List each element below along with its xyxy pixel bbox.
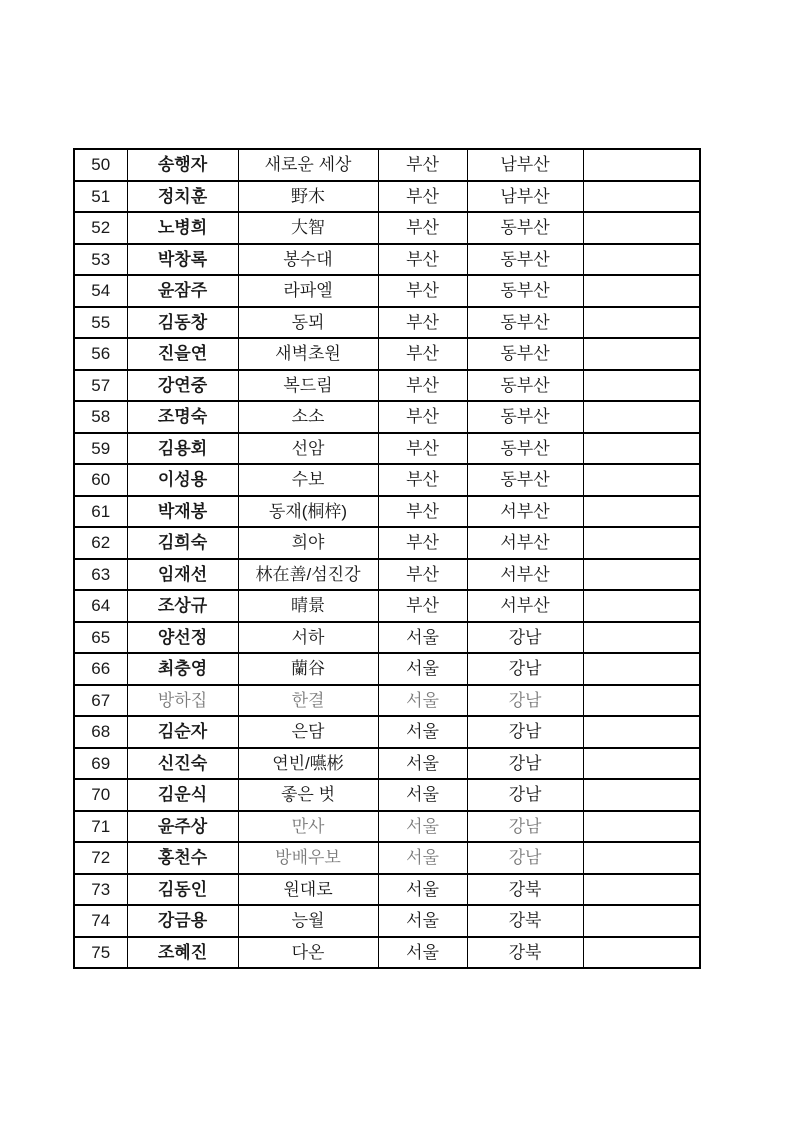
member-number-cell: 55 xyxy=(74,307,127,339)
member-note-cell xyxy=(583,433,700,465)
member-penname-cell: 새로운 세상 xyxy=(238,149,378,181)
member-number-cell: 61 xyxy=(74,496,127,528)
member-number-cell: 50 xyxy=(74,149,127,181)
member-number-cell: 65 xyxy=(74,622,127,654)
member-city-cell: 부산 xyxy=(378,559,467,591)
member-roster-table xyxy=(73,148,701,969)
member-number-cell: 64 xyxy=(74,590,127,622)
member-number-cell: 54 xyxy=(74,275,127,307)
table-row xyxy=(74,212,700,244)
table-row xyxy=(74,307,700,339)
member-city-cell: 부산 xyxy=(378,307,467,339)
member-city-cell: 서울 xyxy=(378,811,467,843)
table-row xyxy=(74,527,700,559)
table-row xyxy=(74,716,700,748)
member-district-cell: 서부산 xyxy=(467,590,583,622)
member-number-cell: 56 xyxy=(74,338,127,370)
member-district-cell: 동부산 xyxy=(467,370,583,402)
member-district-cell: 강남 xyxy=(467,622,583,654)
member-penname-cell: 만사 xyxy=(238,811,378,843)
member-note-cell xyxy=(583,653,700,685)
table-row xyxy=(74,779,700,811)
table-row xyxy=(74,590,700,622)
member-district-cell: 강북 xyxy=(467,874,583,906)
member-city-cell: 부산 xyxy=(378,181,467,213)
member-name-cell: 이성용 xyxy=(127,464,238,496)
member-penname-cell: 선암 xyxy=(238,433,378,465)
member-number-cell: 73 xyxy=(74,874,127,906)
member-roster-body xyxy=(74,149,700,968)
member-city-cell: 부산 xyxy=(378,433,467,465)
table-row xyxy=(74,622,700,654)
member-penname-cell: 복드림 xyxy=(238,370,378,402)
member-number-cell: 59 xyxy=(74,433,127,465)
member-number-cell: 63 xyxy=(74,559,127,591)
table-row xyxy=(74,685,700,717)
member-city-cell: 부산 xyxy=(378,590,467,622)
member-city-cell: 부산 xyxy=(378,244,467,276)
member-note-cell xyxy=(583,244,700,276)
member-number-cell: 75 xyxy=(74,937,127,969)
member-district-cell: 강남 xyxy=(467,811,583,843)
table-row xyxy=(74,149,700,181)
member-note-cell xyxy=(583,559,700,591)
member-city-cell: 부산 xyxy=(378,496,467,528)
member-city-cell: 서울 xyxy=(378,653,467,685)
table-row xyxy=(74,653,700,685)
table-row xyxy=(74,559,700,591)
member-name-cell: 김운식 xyxy=(127,779,238,811)
member-name-cell: 방하집 xyxy=(127,685,238,717)
member-district-cell: 강남 xyxy=(467,716,583,748)
table-row xyxy=(74,244,700,276)
member-note-cell xyxy=(583,401,700,433)
member-name-cell: 윤주상 xyxy=(127,811,238,843)
table-row xyxy=(74,811,700,843)
table-row xyxy=(74,338,700,370)
member-note-cell xyxy=(583,149,700,181)
member-note-cell xyxy=(583,937,700,969)
member-name-cell: 임재선 xyxy=(127,559,238,591)
member-penname-cell: 능월 xyxy=(238,905,378,937)
table-row xyxy=(74,275,700,307)
member-note-cell xyxy=(583,779,700,811)
member-note-cell xyxy=(583,370,700,402)
member-number-cell: 60 xyxy=(74,464,127,496)
member-penname-cell: 방배우보 xyxy=(238,842,378,874)
member-name-cell: 조명숙 xyxy=(127,401,238,433)
member-penname-cell: 원대로 xyxy=(238,874,378,906)
member-city-cell: 부산 xyxy=(378,464,467,496)
member-penname-cell: 野木 xyxy=(238,181,378,213)
member-name-cell: 윤잠주 xyxy=(127,275,238,307)
member-note-cell xyxy=(583,275,700,307)
member-district-cell: 남부산 xyxy=(467,181,583,213)
member-name-cell: 송행자 xyxy=(127,149,238,181)
member-name-cell: 김희숙 xyxy=(127,527,238,559)
member-note-cell xyxy=(583,527,700,559)
member-name-cell: 홍천수 xyxy=(127,842,238,874)
member-penname-cell: 동재(桐梓) xyxy=(238,496,378,528)
member-city-cell: 서울 xyxy=(378,937,467,969)
member-note-cell xyxy=(583,622,700,654)
member-name-cell: 박창록 xyxy=(127,244,238,276)
member-number-cell: 70 xyxy=(74,779,127,811)
member-penname-cell: 晴景 xyxy=(238,590,378,622)
member-penname-cell: 蘭谷 xyxy=(238,653,378,685)
member-name-cell: 조상규 xyxy=(127,590,238,622)
table-row xyxy=(74,181,700,213)
member-penname-cell: 봉수대 xyxy=(238,244,378,276)
member-district-cell: 남부산 xyxy=(467,149,583,181)
member-number-cell: 51 xyxy=(74,181,127,213)
table-row xyxy=(74,464,700,496)
table-row xyxy=(74,874,700,906)
member-number-cell: 66 xyxy=(74,653,127,685)
member-penname-cell: 라파엘 xyxy=(238,275,378,307)
member-city-cell: 서울 xyxy=(378,874,467,906)
member-note-cell xyxy=(583,874,700,906)
member-penname-cell: 서하 xyxy=(238,622,378,654)
member-number-cell: 74 xyxy=(74,905,127,937)
member-name-cell: 신진숙 xyxy=(127,748,238,780)
member-district-cell: 강북 xyxy=(467,937,583,969)
table-row xyxy=(74,842,700,874)
member-note-cell xyxy=(583,496,700,528)
member-district-cell: 동부산 xyxy=(467,433,583,465)
member-note-cell xyxy=(583,748,700,780)
member-district-cell: 강남 xyxy=(467,842,583,874)
member-number-cell: 71 xyxy=(74,811,127,843)
member-district-cell: 강남 xyxy=(467,748,583,780)
member-name-cell: 강연중 xyxy=(127,370,238,402)
member-district-cell: 강북 xyxy=(467,905,583,937)
member-district-cell: 서부산 xyxy=(467,496,583,528)
member-city-cell: 부산 xyxy=(378,149,467,181)
member-note-cell xyxy=(583,590,700,622)
member-city-cell: 부산 xyxy=(378,338,467,370)
member-number-cell: 68 xyxy=(74,716,127,748)
member-penname-cell: 동뫼 xyxy=(238,307,378,339)
member-penname-cell: 大智 xyxy=(238,212,378,244)
member-number-cell: 58 xyxy=(74,401,127,433)
member-name-cell: 김용회 xyxy=(127,433,238,465)
member-penname-cell: 소소 xyxy=(238,401,378,433)
member-district-cell: 동부산 xyxy=(467,307,583,339)
table-row xyxy=(74,905,700,937)
member-note-cell xyxy=(583,464,700,496)
member-penname-cell: 연빈/嚥彬 xyxy=(238,748,378,780)
table-row xyxy=(74,496,700,528)
member-city-cell: 부산 xyxy=(378,275,467,307)
member-city-cell: 부산 xyxy=(378,527,467,559)
member-penname-cell: 한결 xyxy=(238,685,378,717)
member-number-cell: 62 xyxy=(74,527,127,559)
member-name-cell: 김동인 xyxy=(127,874,238,906)
member-number-cell: 53 xyxy=(74,244,127,276)
member-district-cell: 서부산 xyxy=(467,527,583,559)
member-penname-cell: 수보 xyxy=(238,464,378,496)
member-district-cell: 동부산 xyxy=(467,212,583,244)
member-note-cell xyxy=(583,905,700,937)
member-city-cell: 부산 xyxy=(378,212,467,244)
member-note-cell xyxy=(583,716,700,748)
member-number-cell: 52 xyxy=(74,212,127,244)
member-note-cell xyxy=(583,685,700,717)
member-city-cell: 서울 xyxy=(378,842,467,874)
member-name-cell: 김동창 xyxy=(127,307,238,339)
member-district-cell: 동부산 xyxy=(467,275,583,307)
member-note-cell xyxy=(583,212,700,244)
member-district-cell: 강남 xyxy=(467,779,583,811)
member-city-cell: 서울 xyxy=(378,685,467,717)
member-note-cell xyxy=(583,181,700,213)
member-city-cell: 서울 xyxy=(378,905,467,937)
member-city-cell: 서울 xyxy=(378,748,467,780)
member-city-cell: 서울 xyxy=(378,622,467,654)
member-district-cell: 강남 xyxy=(467,653,583,685)
member-city-cell: 부산 xyxy=(378,370,467,402)
member-penname-cell: 새벽초원 xyxy=(238,338,378,370)
member-district-cell: 동부산 xyxy=(467,244,583,276)
table-row xyxy=(74,370,700,402)
member-name-cell: 최충영 xyxy=(127,653,238,685)
member-note-cell xyxy=(583,842,700,874)
member-district-cell: 동부산 xyxy=(467,338,583,370)
member-name-cell: 김순자 xyxy=(127,716,238,748)
member-district-cell: 동부산 xyxy=(467,401,583,433)
member-name-cell: 박재봉 xyxy=(127,496,238,528)
member-district-cell: 동부산 xyxy=(467,464,583,496)
member-penname-cell: 林在善/섬진강 xyxy=(238,559,378,591)
member-name-cell: 조혜진 xyxy=(127,937,238,969)
table-row xyxy=(74,401,700,433)
member-name-cell: 진을연 xyxy=(127,338,238,370)
member-city-cell: 서울 xyxy=(378,779,467,811)
member-penname-cell: 은담 xyxy=(238,716,378,748)
member-name-cell: 양선정 xyxy=(127,622,238,654)
member-note-cell xyxy=(583,811,700,843)
member-note-cell xyxy=(583,338,700,370)
table-row xyxy=(74,937,700,969)
table-row xyxy=(74,433,700,465)
member-number-cell: 67 xyxy=(74,685,127,717)
table-row xyxy=(74,748,700,780)
member-penname-cell: 다온 xyxy=(238,937,378,969)
member-number-cell: 69 xyxy=(74,748,127,780)
member-district-cell: 강남 xyxy=(467,685,583,717)
member-name-cell: 강금용 xyxy=(127,905,238,937)
member-district-cell: 서부산 xyxy=(467,559,583,591)
member-number-cell: 57 xyxy=(74,370,127,402)
member-city-cell: 서울 xyxy=(378,716,467,748)
member-city-cell: 부산 xyxy=(378,401,467,433)
member-penname-cell: 좋은 벗 xyxy=(238,779,378,811)
member-note-cell xyxy=(583,307,700,339)
member-penname-cell: 희야 xyxy=(238,527,378,559)
member-number-cell: 72 xyxy=(74,842,127,874)
member-name-cell: 정치훈 xyxy=(127,181,238,213)
member-name-cell: 노병희 xyxy=(127,212,238,244)
